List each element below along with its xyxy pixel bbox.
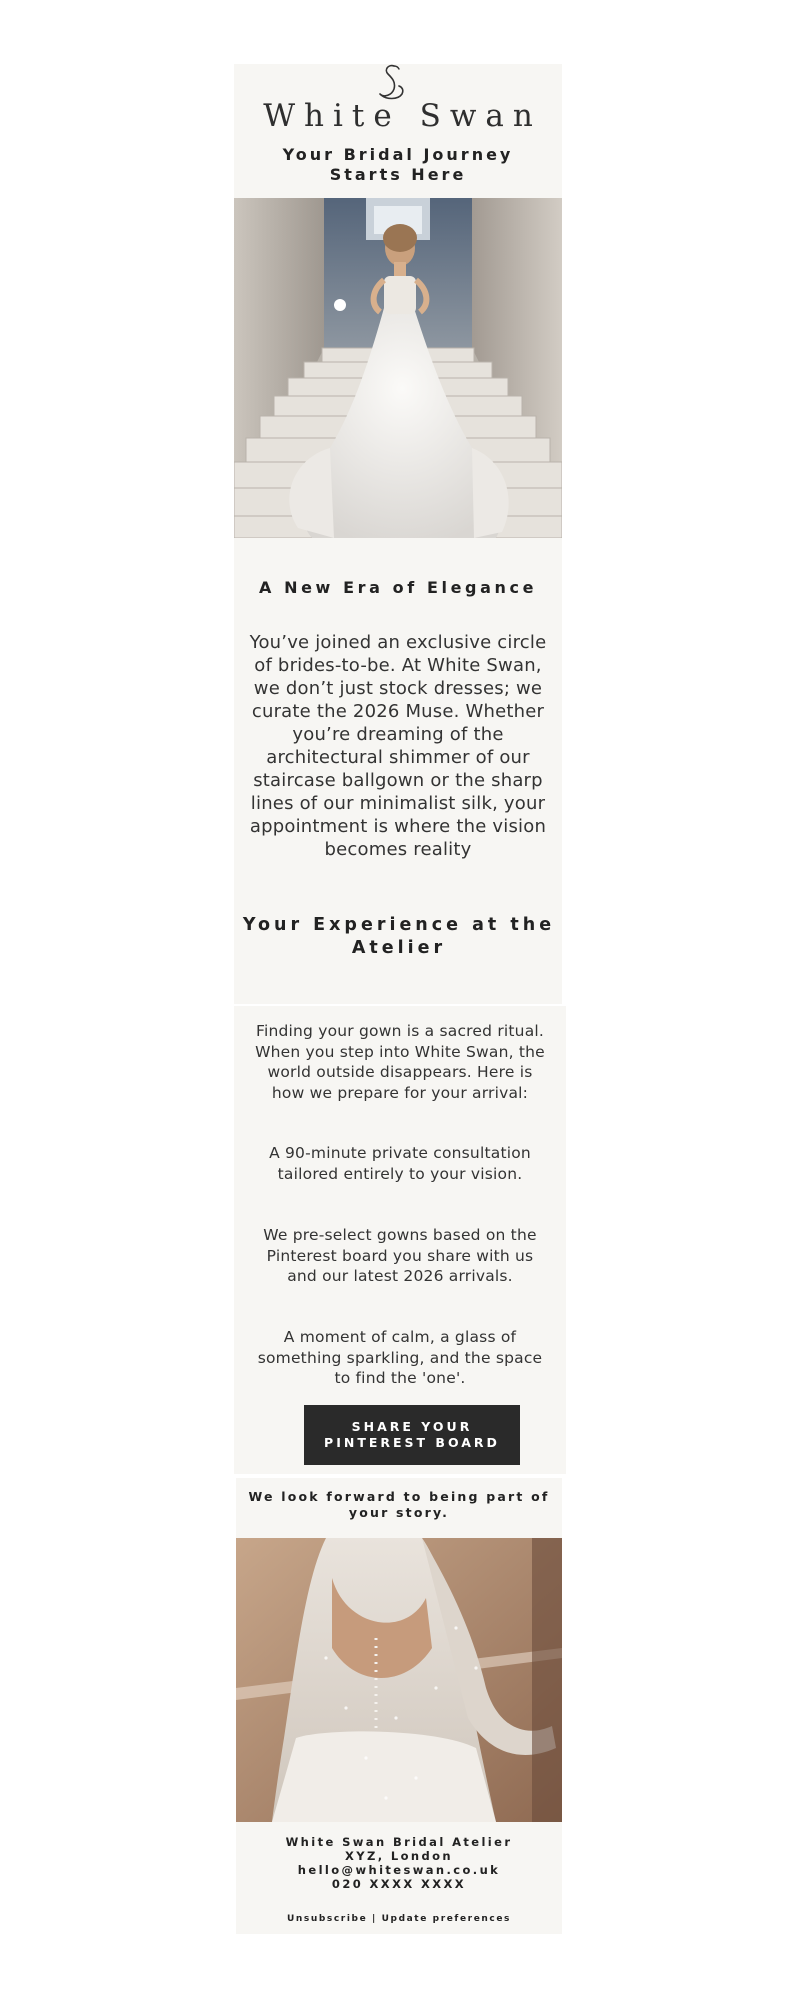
- intro-heading: A New Era of Elegance: [258, 578, 538, 597]
- header-tagline: Your Bridal Journey Starts Here: [282, 145, 514, 184]
- closing-message: We look forward to being part of your story.: [248, 1489, 550, 1520]
- hero-image-gown-back[interactable]: [236, 1538, 562, 1822]
- experience-item-calm: A moment of calm, a glass of something sparkling, and the space to find the 'one'.: [257, 1328, 543, 1387]
- unsubscribe-link[interactable]: Unsubscribe: [286, 1914, 368, 1924]
- experience-item-preselect: We pre-select gowns based on the Pinterest board you share with us and our latest 2026 arrivals.: [263, 1226, 537, 1285]
- footer-business-name: White Swan Bridal Atelier: [285, 1835, 513, 1849]
- share-pinterest-button[interactable]: SHARE YOUR PINTEREST BOARD: [304, 1405, 520, 1465]
- footer-email[interactable]: hello@whiteswan.co.uk: [297, 1863, 501, 1877]
- footer-links: [236, 1914, 562, 1924]
- experience-heading: Your Experience at the Atelier: [242, 915, 556, 958]
- hero-image-staircase-gown[interactable]: [234, 198, 562, 538]
- footer-separator: |: [372, 1914, 377, 1924]
- update-preferences-link[interactable]: Update preferences: [381, 1914, 511, 1924]
- footer-address: XYZ, London: [344, 1849, 454, 1863]
- experience-intro: Finding your gown is a sacred ritual. When you step into White Swan, the world outside disappears. Here is how we prepare for your arrival:: [255, 1022, 545, 1102]
- footer-phone[interactable]: 020 XXXX XXXX: [331, 1877, 467, 1891]
- experience-item-consultation: A 90-minute private consultation tailored entirely to your vision.: [269, 1144, 531, 1183]
- brand-wordmark: White Swan: [263, 98, 542, 134]
- intro-body: You’ve joined an exclusive circle of brides-to-be. At White Swan, we don’t just stock dresses; we curate the 2026 Muse. Whether you’re dreaming of the architectural shimmer of our staircase ballgown or the sharp lines of our minimalist silk, your appointment is where the vision becomes reality: [249, 632, 547, 860]
